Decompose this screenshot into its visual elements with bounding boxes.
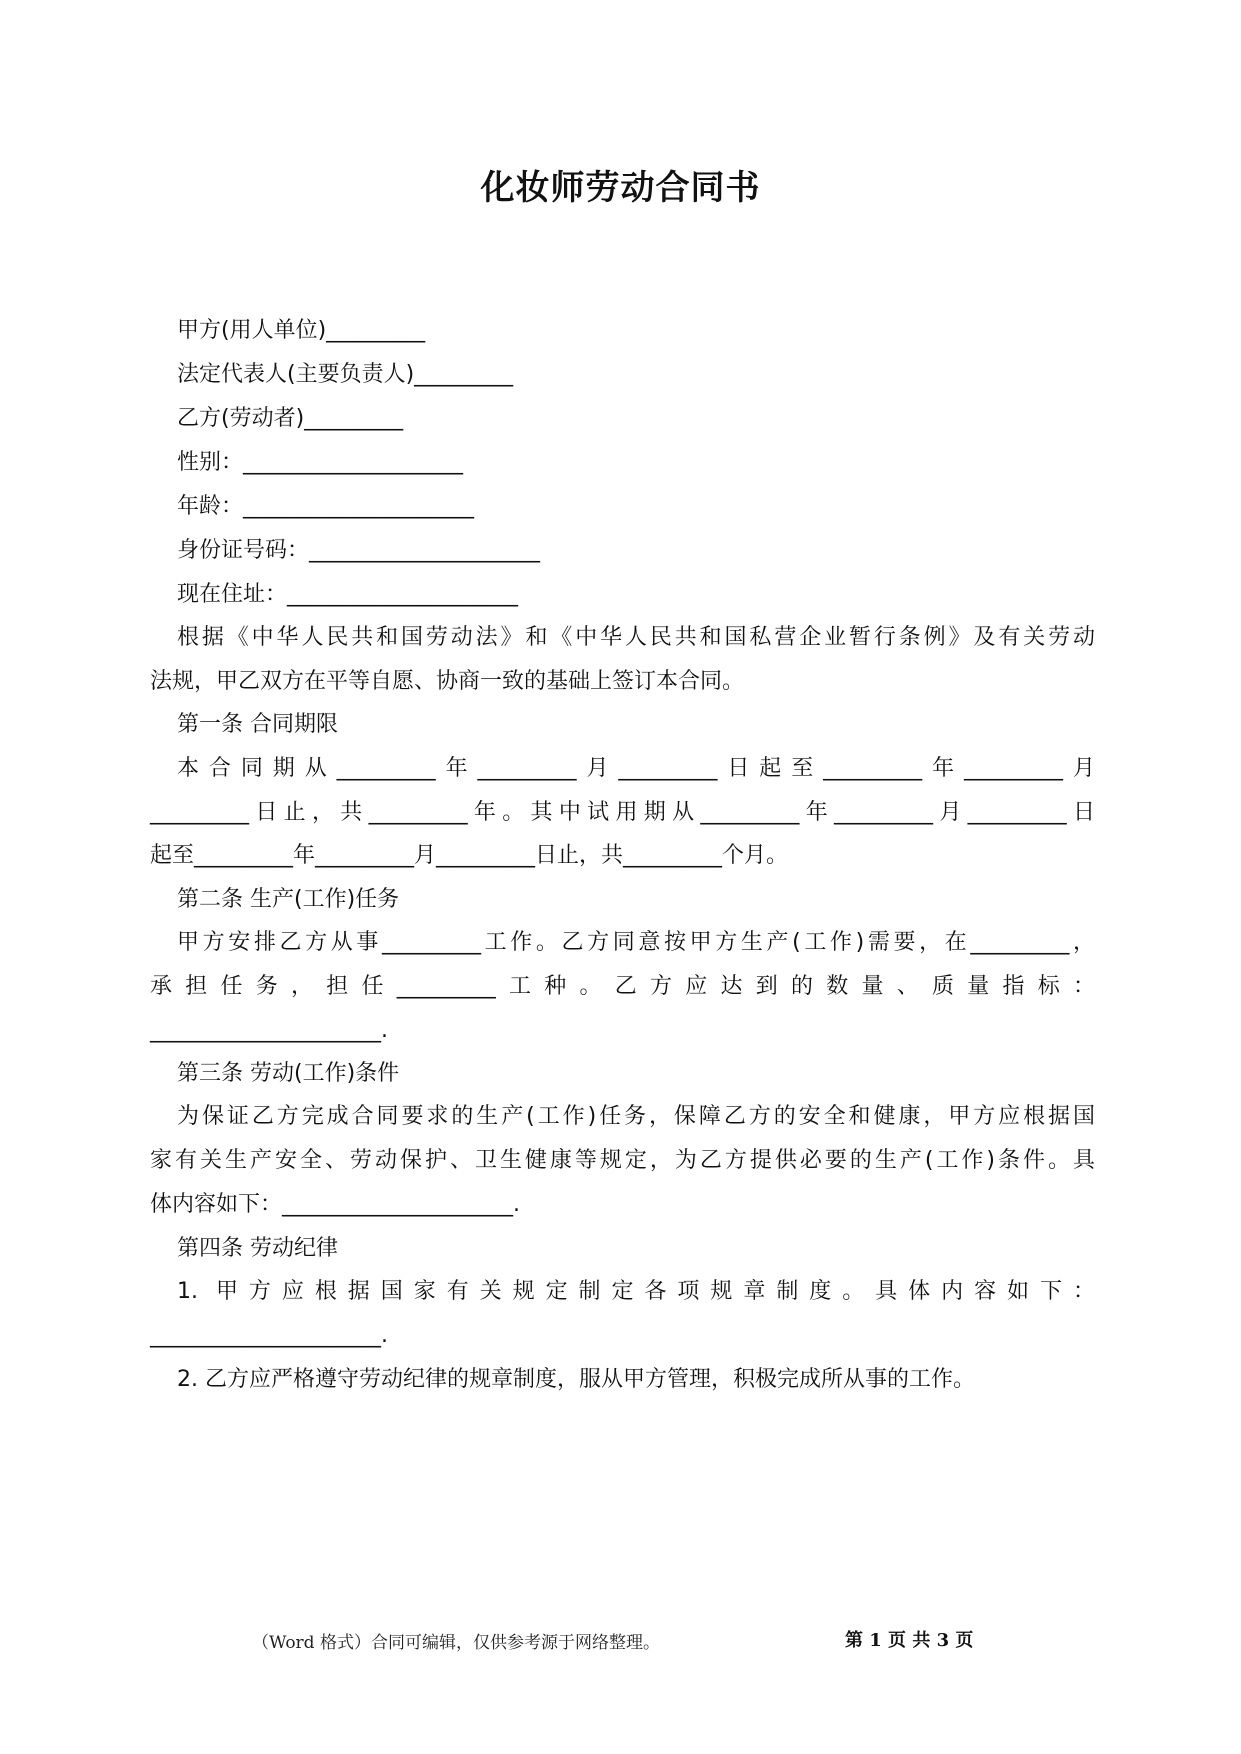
- article-3-line-2: 家有关生产安全、劳动保护、卫生健康等规定，为乙方提供必要的生产(工作)条件。具: [150, 1148, 1095, 1173]
- article-1-line-1: 本合同期从_________年_________月_________日起至_________年_________月: [177, 756, 1095, 781]
- article-2-line-3: _____________________.: [150, 1018, 388, 1043]
- preamble-line-1: 根据《中华人民共和国劳动法》和《中华人民共和国私营企业暂行条例》及有关劳动: [177, 625, 1095, 650]
- age-line: 年龄：_____________________: [177, 494, 475, 519]
- article-3-line-3: 体内容如下：_____________________.: [150, 1192, 520, 1217]
- article-1-line-2: _________日止，共_________年。其中试用期从_________年_________月_________日: [150, 800, 1095, 825]
- legal-representative-line: 法定代表人(主要负责人)_________: [177, 362, 514, 387]
- preamble-line-2: 法规，甲乙双方在平等自愿、协商一致的基础上签订本合同。: [150, 669, 745, 694]
- party-b-line: 乙方(劳动者)_________: [177, 406, 404, 431]
- article-3-heading: 第三条 劳动(工作)条件: [177, 1061, 400, 1086]
- article-4-item-2: 2. 乙方应严格遵守劳动纪律的规章制度，服从甲方管理，积极完成所从事的工作。: [177, 1367, 975, 1392]
- footer-note: （Word 格式）合同可编辑，仅供参考源于网络整理。: [252, 1633, 660, 1653]
- id-number-line: 身份证号码：_____________________: [177, 538, 541, 563]
- document-title: 化妆师劳动合同书: [480, 168, 761, 208]
- address-line: 现在住址：_____________________: [177, 582, 519, 607]
- party-a-line: 甲方(用人单位)_________: [177, 318, 426, 343]
- article-1-heading: 第一条 合同期限: [177, 712, 338, 737]
- article-4-item-1-blank: _____________________.: [150, 1323, 388, 1348]
- article-2-heading: 第二条 生产(工作)任务: [177, 887, 400, 912]
- article-1-line-3: 起至_________年_________月_________日止，共_________个月。: [150, 843, 789, 868]
- article-2-line-2: 承担任务，担任_________工种。乙方应达到的数量、质量指标：: [150, 974, 1095, 999]
- article-4-item-1: 1. 甲方应根据国家有关规定制定各项规章制度。具体内容如下：: [177, 1279, 1095, 1304]
- article-2-line-1: 甲方安排乙方从事_________工作。乙方同意按甲方生产(工作)需要，在_________，: [177, 930, 1095, 955]
- article-4-heading: 第四条 劳动纪律: [177, 1236, 338, 1261]
- gender-line: 性别：____________________: [177, 450, 464, 475]
- page-number: 第 1 页 共 3 页: [845, 1630, 974, 1651]
- article-3-line-1: 为保证乙方完成合同要求的生产(工作)任务，保障乙方的安全和健康，甲方应根据国: [177, 1104, 1095, 1129]
